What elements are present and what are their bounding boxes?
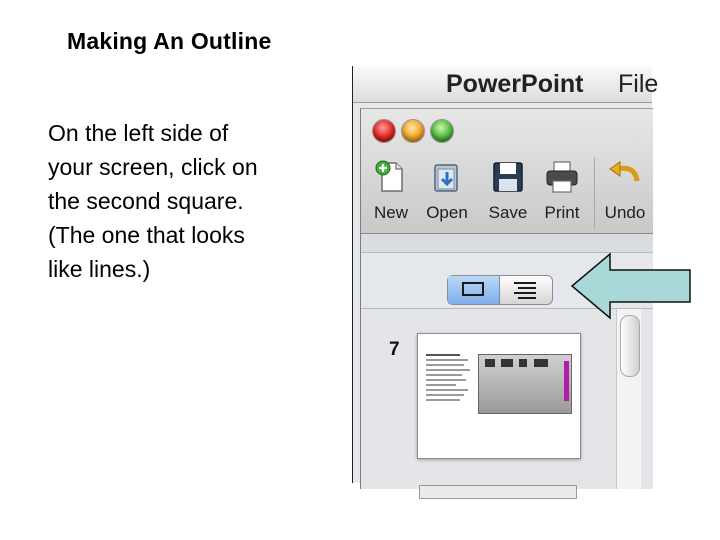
minimize-window-button[interactable] [402,120,424,142]
normal-view-icon[interactable] [448,276,500,304]
save-button-label: Save [488,203,528,222]
toolbar [361,109,653,234]
slide-number: 7 [389,339,400,360]
new-button-label: New [373,203,408,222]
toolbar-separator [594,157,595,229]
print-button-label: Print [544,203,580,222]
slide-thumbnail-pane [361,309,653,489]
thumbnail-screenshot-image [478,354,572,414]
undo-button[interactable] [599,159,651,223]
outline-view-icon[interactable] [500,276,552,304]
next-slide-thumbnail[interactable] [419,485,577,499]
menu-app-name[interactable]: PowerPoint [446,70,584,98]
menu-file[interactable]: File [618,70,659,98]
zoom-window-button[interactable] [431,120,453,142]
open-button[interactable] [421,159,473,223]
instruction-text: On the left side of your screen, click on the second square. (The one that looks like lines.) [48,120,258,282]
left-arrow-callout-icon [570,252,692,320]
menu-bar [352,66,659,103]
new-button[interactable] [369,159,413,223]
slide-thumbnail[interactable] [417,333,581,459]
save-disk-icon [490,159,526,195]
scrollbar-thumb[interactable] [620,315,640,377]
undo-button-label: Undo [604,203,646,222]
open-folder-icon [429,159,465,195]
ribbon-strip [361,234,653,253]
scrollbar[interactable] [616,309,641,489]
screenshot-left-border [352,66,353,483]
printer-icon [544,159,580,195]
slide-title: Making An Outline [67,28,272,54]
view-switcher [447,275,553,305]
undo-arrow-icon [607,159,643,195]
close-window-button[interactable] [373,120,395,142]
save-button[interactable] [483,159,533,223]
print-button[interactable] [537,159,587,223]
new-document-icon [373,159,409,195]
thumbnail-text-lines [426,354,471,404]
open-button-label: Open [426,203,468,222]
